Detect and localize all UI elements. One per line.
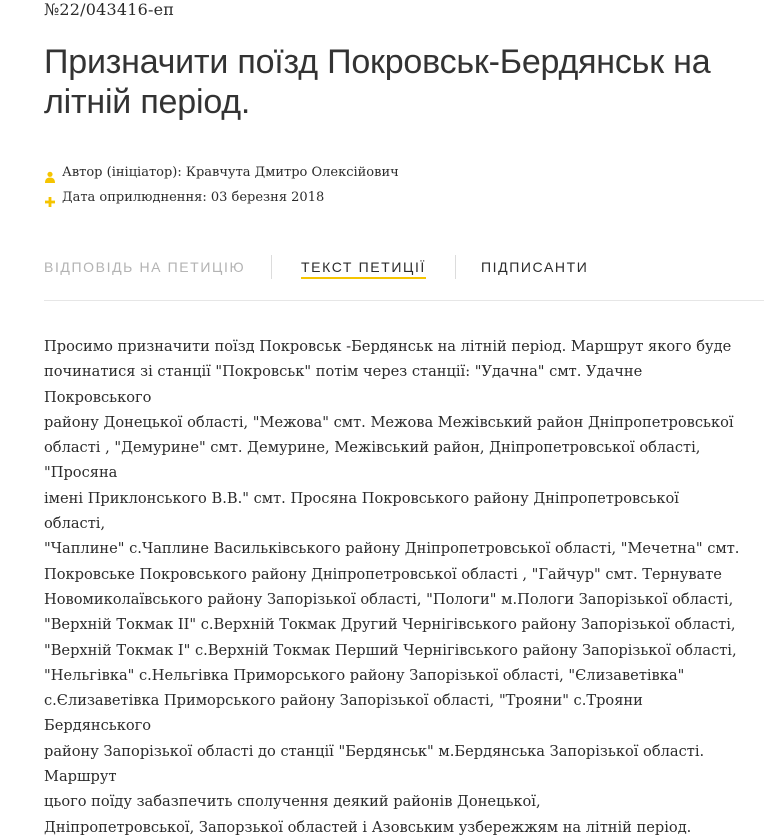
petition-body-line: "Верхній Токмак I" с.Верхній Токмак Перший Чернігівського району Запорізької області, (44, 641, 737, 659)
petition-body-line: с.Єлизаветівка Приморського району Запорізької області, "Трояни" с.Трояни Бердянського (44, 692, 643, 735)
tab-signers[interactable] (481, 250, 588, 284)
petition-tabs (44, 250, 764, 301)
petition-body-line: Дніпропетровської, Запорзької областей і Азовським узбережжям на літній період. (44, 818, 692, 836)
petition-body-line: Просимо призначити поїзд Покровськ -Бердянськ на літній період. Маршрут якого буде (44, 338, 732, 355)
petition-body-line: району Запорізької області до станції "Бердянськ" м.Бердянська Запорізької області. Маршрут (44, 742, 705, 786)
petition-body-line: області , "Демурине" смт. Демурине, Межівський район, Дніпропетровської області, "Просяна (44, 439, 701, 482)
petition-body-line: починатися зі станції "Покровськ" потім через станції: "Удачна" смт. Удачне Покровського (44, 363, 643, 406)
petition-body-line: Новомиколаївського району Запорізької області, "Пологи" м.Пологи Запорізької області, (44, 590, 734, 608)
user-icon (44, 167, 56, 179)
date-label: Дата оприлюднення: 03 березня 2018 (62, 190, 325, 205)
author-label: Автор (ініціатор): Кравчута Дмитро Олексійович (62, 165, 399, 180)
petition-body-line: району Донецької області, "Межова" смт. Межова Межівський район Дніпропетровської (44, 413, 734, 431)
tab-petition-text-label: ТЕКСТ ПЕТИЦІЇ (301, 259, 426, 275)
petition-body-line: "Чаплине" с.Чаплине Васильківського району Дніпропетровської області, "Мечетна" смт. (44, 540, 740, 558)
author-row (44, 160, 399, 185)
active-tab-underline (301, 277, 426, 279)
tab-petition-text[interactable] (301, 250, 426, 284)
petition-body-line: "Нельгівка" с.Нельгівка Приморського району Запорізької області, "Єлизаветівка" (44, 666, 685, 684)
petition-body-line: "Верхній Токмак II" с.Верхній Токмак Другий Чернігівського району Запорізької області, (44, 616, 736, 634)
tab-divider (271, 255, 272, 279)
petition-body-line: цього поїду забазпечить сполучення деякий районів Донецької, (44, 793, 541, 811)
tab-divider (455, 255, 456, 279)
petition-body-line: Покровське Покровського району Дніпропетровської області , "Гайчур" смт. Тернувате (44, 565, 722, 583)
plus-icon (44, 192, 56, 204)
petition-title: Призначити поїзд Покровськ-Бердянськ на літній період. (44, 43, 711, 121)
petition-meta (44, 160, 399, 210)
petition-body-line: імені Приклонського В.В." смт. Просяна Покровського району Дніпропетровської області, (44, 489, 679, 533)
tab-signers-label: ПІДПИСАНТИ (481, 259, 589, 275)
date-row (44, 185, 399, 210)
petition-number: №22/043416-еп (44, 0, 175, 19)
tab-answer-label: ВІДПОВІДЬ НА ПЕТИЦІЮ (44, 259, 246, 275)
petition-body (44, 334, 744, 840)
tab-answer[interactable] (44, 250, 245, 284)
